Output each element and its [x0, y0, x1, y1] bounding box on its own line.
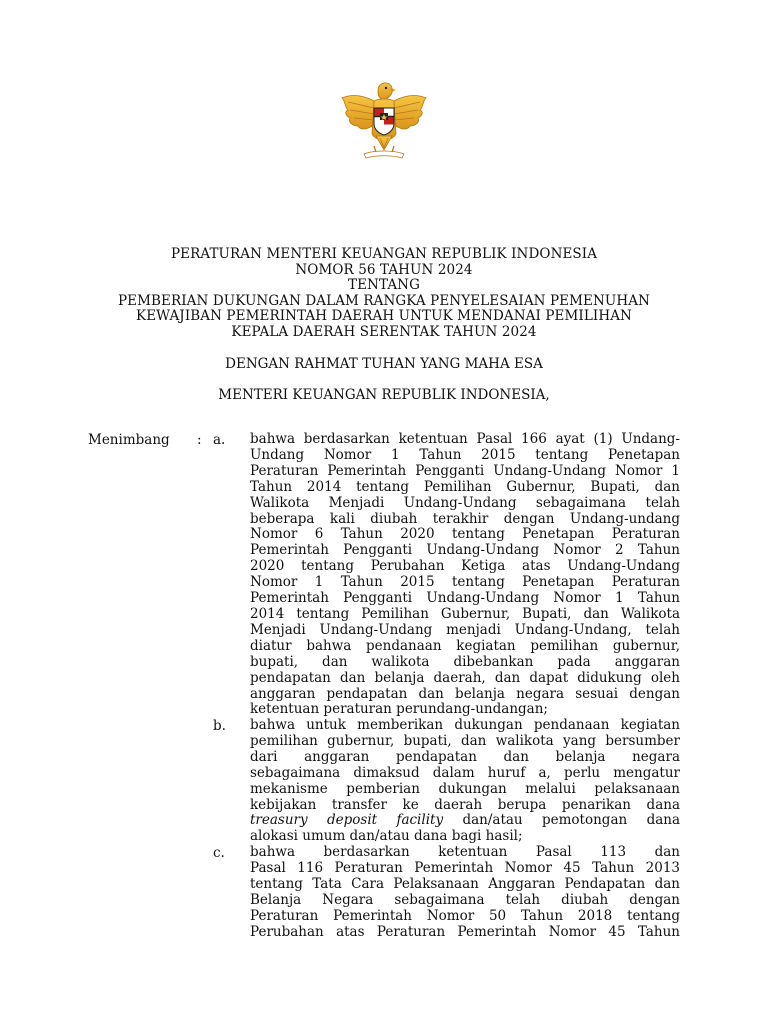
text-line: beberapa kali diubah terakhir dengan Undang-undang	[250, 510, 680, 527]
text-fragment: dan/atau pemotongan dana	[462, 812, 681, 829]
text-line: anggaran pendapatan dan belanja negara sesuai dengan	[250, 685, 680, 702]
garuda-pancasila-emblem-icon	[334, 68, 434, 168]
text-line: 2014 tentang Pemilihan Gubernur, Bupati, dan Walikota	[250, 605, 680, 622]
text-line: pemilihan gubernur, bupati, dan walikota yang bersumber	[250, 732, 680, 749]
text-line: mekanisme pemberian dukungan melalui pelaksanaan	[250, 780, 680, 797]
text-line-mixed	[250, 813, 680, 829]
consider-label: Menimbang	[88, 432, 170, 448]
consideration-item-c	[250, 845, 680, 940]
blessing-line: DENGAN RAHMAT TUHAN YANG MAHA ESA	[225, 356, 543, 372]
minister-line: MENTERI KEUANGAN REPUBLIK INDONESIA,	[218, 387, 550, 403]
text-line: Pasal 116 Peraturan Pemerintah Nomor 45 Tahun 2013	[250, 859, 680, 876]
text-line: bahwa untuk memberikan dukungan pendanaan kegiatan	[250, 717, 680, 733]
text-line: alokasi umum dan/atau dana bagi hasil;	[250, 828, 523, 845]
text-line: Menjadi Undang-Undang menjadi Undang-Undang, telah	[250, 621, 680, 638]
text-line: Walikota Menjadi Undang-Undang sebagaimana telah	[250, 494, 680, 511]
title-number: NOMOR 56 TAHUN 2024	[295, 261, 473, 278]
text-line: Pemerintah Pengganti Undang-Undang Nomor 1 Tahun	[250, 590, 680, 607]
text-line: dari anggaran pendapatan dan belanja negara	[250, 748, 680, 765]
text-line: ketentuan peraturan perundang-undangan;	[250, 701, 548, 718]
consideration-item-a	[250, 432, 680, 718]
consider-colon: :	[197, 432, 202, 448]
text-line: bupati, dan walikota dibebankan pada anggaran	[250, 653, 680, 670]
title-subject-line: KEPALA DAERAH SERENTAK TAHUN 2024	[231, 323, 537, 340]
title-line: PERATURAN MENTERI KEUANGAN REPUBLIK INDONESIA	[170, 246, 598, 262]
text-line: Peraturan Pemerintah Nomor 50 Tahun 2018 tentang	[250, 907, 680, 924]
item-letter-c: c.	[213, 845, 225, 861]
text-line: diatur bahwa pendanaan kegiatan pemilihan gubernur,	[250, 637, 680, 654]
text-line: Nomor 1 Tahun 2015 tentang Penetapan Peraturan	[250, 574, 680, 591]
italic-term: treasury deposit facility	[250, 812, 444, 829]
text-line: Perubahan atas Peraturan Pemerintah Nomor 45 Tahun	[250, 923, 680, 940]
text-line: bahwa berdasarkan ketentuan Pasal 113 dan	[250, 844, 680, 860]
regulation-title-block	[84, 247, 684, 341]
text-line: Nomor 6 Tahun 2020 tentang Penetapan Peraturan	[250, 526, 680, 543]
item-letter-a: a.	[213, 432, 226, 448]
text-line: kebijakan transfer ke daerah berupa penarikan dana	[250, 796, 680, 813]
text-line: Peraturan Pemerintah Pengganti Undang-Undang Nomor 1	[250, 462, 680, 479]
text-line: 2020 tentang Perubahan Ketiga atas Undang-Undang	[250, 558, 680, 575]
text-line: Pemerintah Pengganti Undang-Undang Nomor 2 Tahun	[250, 542, 680, 559]
text-line: Tahun 2014 tentang Pemilihan Gubernur, Bupati, dan	[250, 478, 680, 495]
title-about: TENTANG	[348, 277, 420, 294]
text-line: Undang Nomor 1 Tahun 2015 tentang Penetapan	[250, 446, 680, 463]
text-line: bahwa berdasarkan ketentuan Pasal 166 ayat (1) Undang-	[250, 431, 680, 447]
text-line: sebagaimana dimaksud dalam huruf a, perlu mengatur	[250, 764, 680, 781]
item-letter-b: b.	[213, 718, 226, 734]
title-subject-line: KEWAJIBAN PEMERINTAH DAERAH UNTUK MENDANAI PEMILIHAN	[136, 308, 632, 325]
title-subject-line: PEMBERIAN DUKUNGAN DALAM RANGKA PENYELESAIAN PEMENUHAN	[117, 292, 651, 309]
text-line: tentang Tata Cara Pelaksanaan Anggaran Pendapatan dan	[250, 875, 680, 892]
text-line: pendapatan dan belanja daerah, dan dapat didukung oleh	[250, 669, 680, 686]
consideration-item-b	[250, 718, 680, 845]
text-line: Belanja Negara sebagaimana telah diubah dengan	[250, 891, 680, 908]
